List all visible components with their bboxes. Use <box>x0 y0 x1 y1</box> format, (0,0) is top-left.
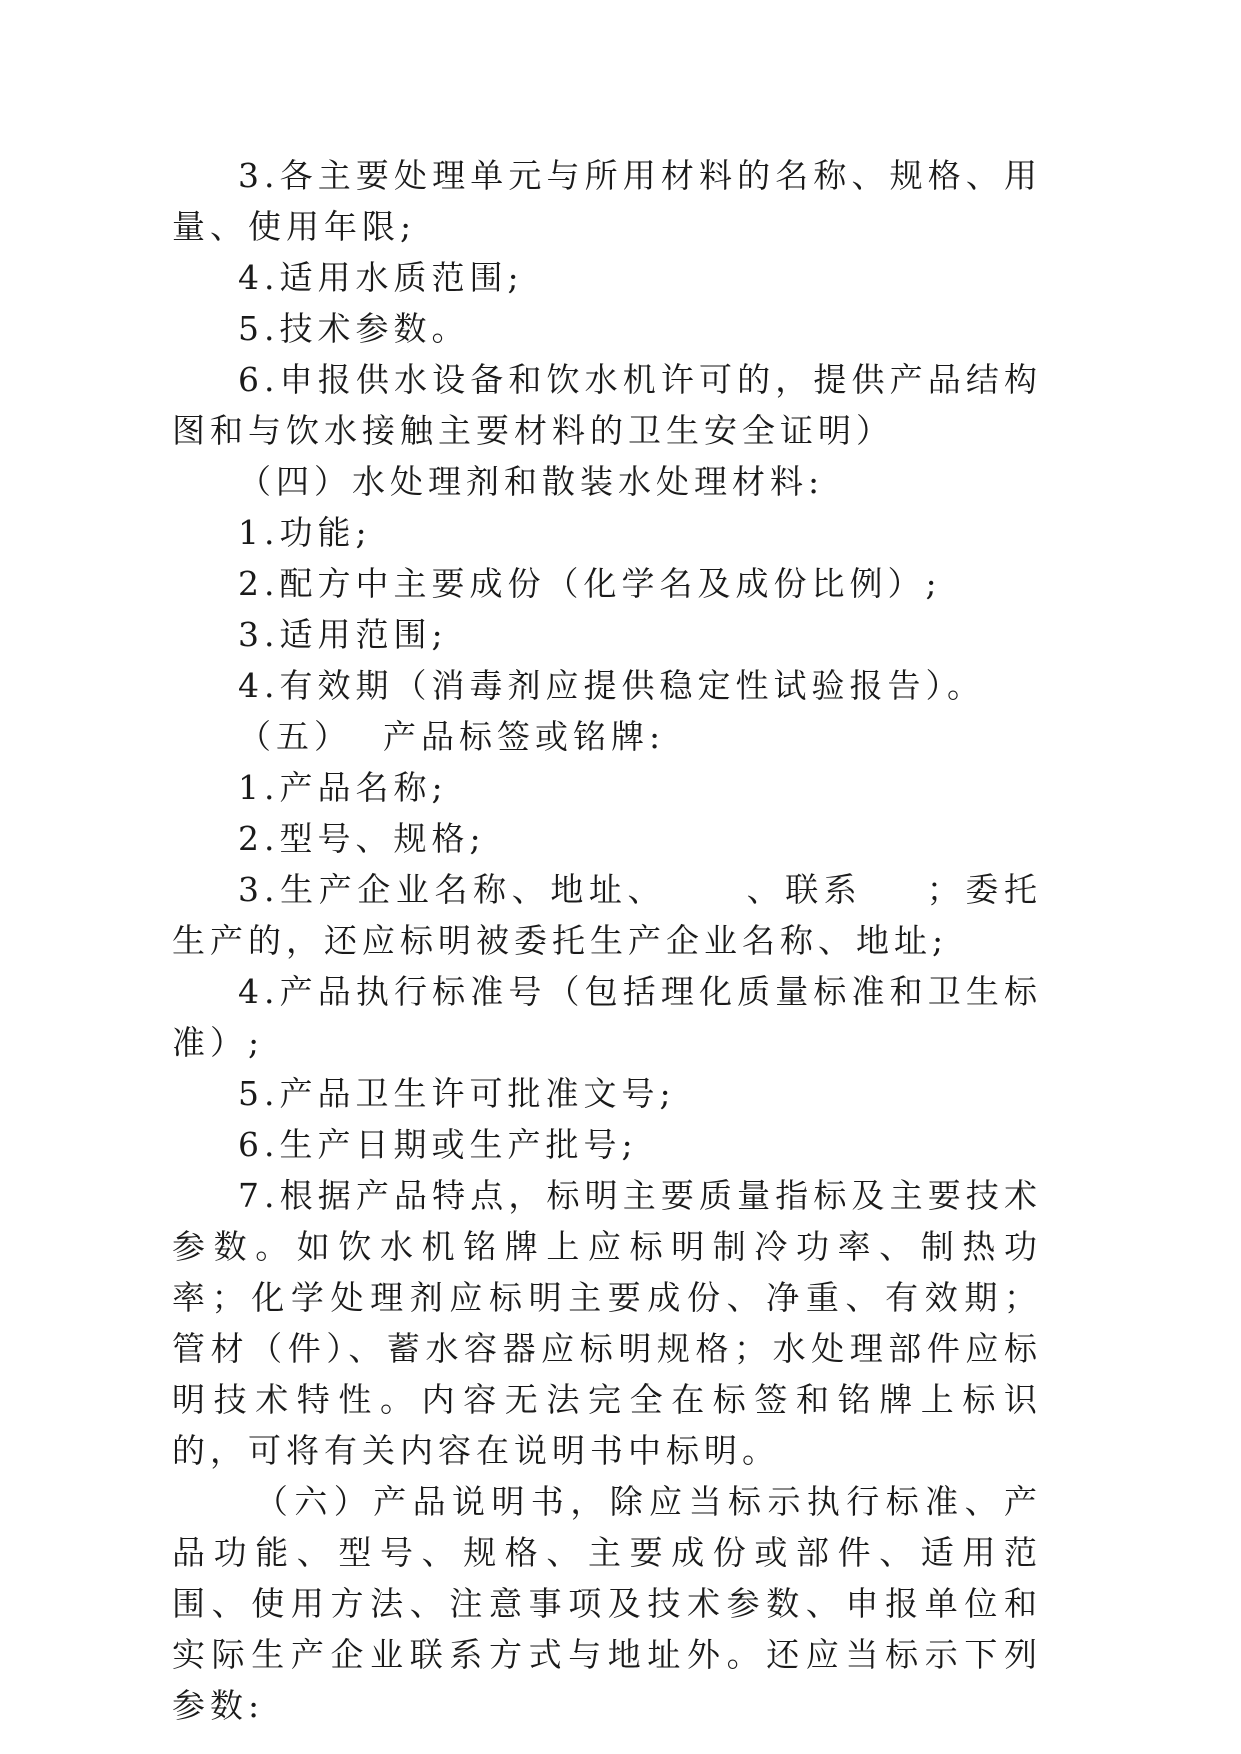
item-scope: 3.适用范围; <box>238 615 448 654</box>
item-structure-diagram: 6.申报供水设备和饮水机许可的，提供产品结构图和与饮水接触主要材料的卫生安全证明） <box>172 360 1042 450</box>
item-validity: 4.有效期（消毒剂应提供稳定性试验报告）。 <box>238 666 985 705</box>
item-water-quality-range: 4.适用水质范围; <box>238 258 524 297</box>
item-formula: 2.配方中主要成份（化学名及成份比例）; <box>238 564 942 603</box>
item-function: 1.功能; <box>238 513 372 552</box>
section-4-heading: （四）水处理剂和散装水处理材料: <box>238 462 825 501</box>
document-body <box>172 150 1042 1731</box>
section-6-heading: （六）产品说明书，除应当标示执行标准、产品功能、型号、规格、主要成份或部件、适用范围、使用方法、注意事项及技术参数、申报单位和实际生产企业联系方式与地址外。还应当标示下列参数: <box>172 1482 1042 1725</box>
item-standard-number: 4.产品执行标准号（包括理化质量标准和卫生标准）; <box>172 972 1042 1062</box>
item-product-name: 1.产品名称; <box>238 768 448 807</box>
item-quality-indicators: 7.根据产品特点，标明主要质量指标及主要技术参数。如饮水机铭牌上应标明制冷功率、制热功率；化学处理剂应标明主要成份、净重、有效期；管材（件）、蓄水容器应标明规格；水处理部件应标明技术特性。内容无法完全在标签和铭牌上标识的，可将有关内容在说明书中标明。 <box>172 1176 1042 1470</box>
item-manufacturer: 3.生产企业名称、地址、 、联系 ；委托生产的，还应标明被委托生产企业名称、地址; <box>172 870 1042 960</box>
item-technical-parameters: 5.技术参数。 <box>238 309 470 348</box>
section-5-heading: （五） 产品标签或铭牌: <box>238 717 666 756</box>
item-production-date: 6.生产日期或生产批号; <box>238 1125 638 1164</box>
item-model-spec: 2.型号、规格; <box>238 819 486 858</box>
item-approval-number: 5.产品卫生许可批准文号; <box>238 1074 676 1113</box>
item-processing-units: 3.各主要处理单元与所用材料的名称、规格、用量、使用年限; <box>172 156 1042 246</box>
